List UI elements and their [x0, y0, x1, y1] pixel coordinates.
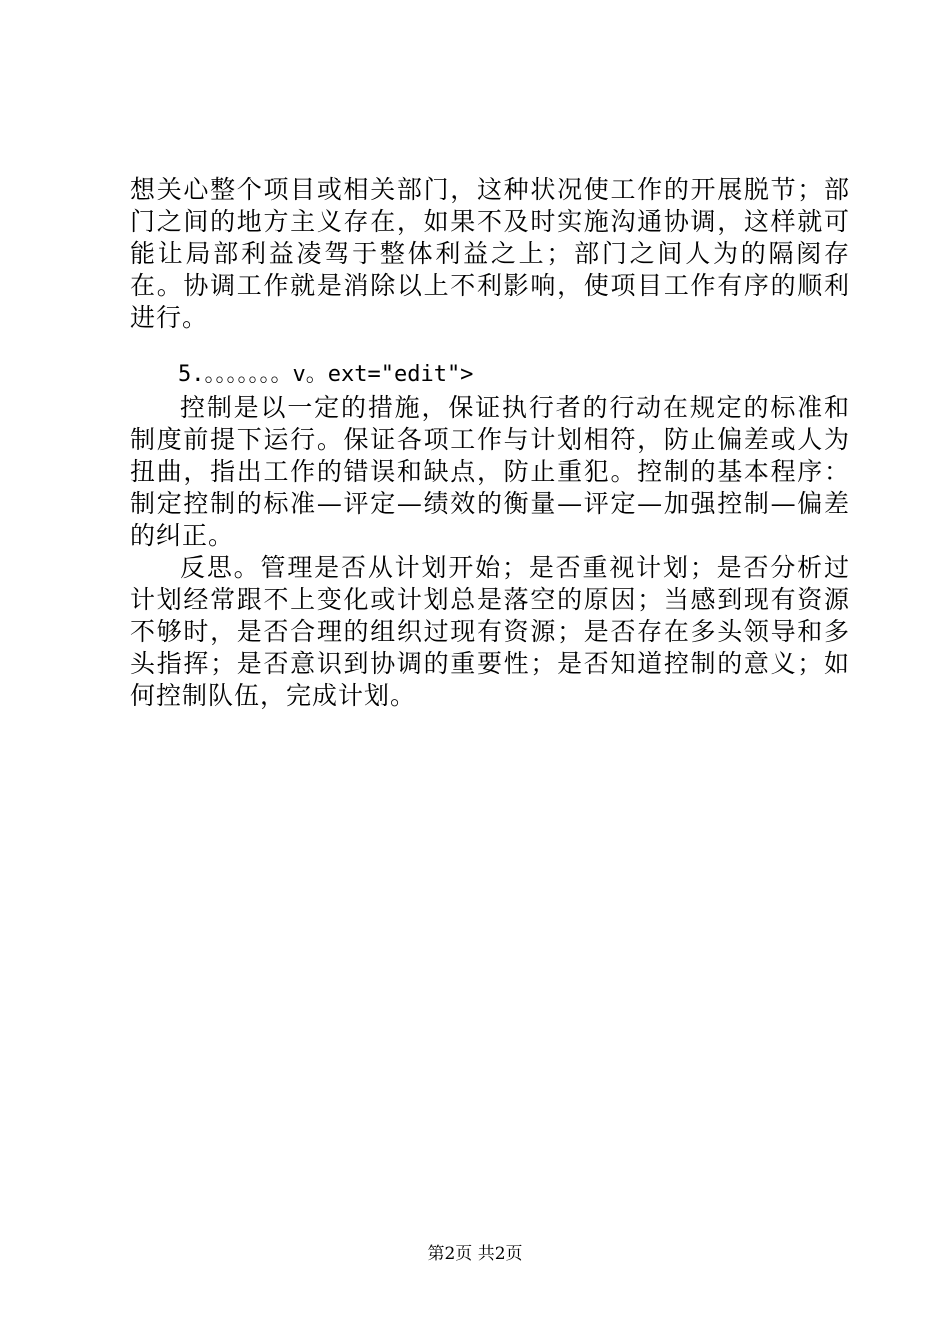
paragraph-reflection: 反思。管理是否从计划开始；是否重视计划；是否分析过计划经常跟不上变化或计划总是落空的原因；当感到现有资源不够时，是否合理的组织过现有资源；是否存在多头领导和多头指挥；是否意识到协调的重要性；是否知道控制的意义；如何控制队伍，完成计划。	[130, 553, 850, 710]
page-number-footer: 第2页 共2页	[427, 1244, 523, 1264]
document-body	[130, 174, 850, 712]
paragraph-control: 控制是以一定的措施，保证执行者的行动在规定的标准和制度前提下运行。保证各项工作与计划相符，防止偏差或人为扭曲，指出工作的错误和缺点，防止重犯。控制的基本程序：制定控制的标准—评定—绩效的衡量—评定—加强控制—偏差的纠正。	[130, 393, 850, 550]
paragraph-coordination: 想关心整个项目或相关部门，这种状况使工作的开展脱节；部门之间的地方主义存在，如果不及时实施沟通协调，这样就可能让局部利益凌驾于整体利益之上；部门之间人为的隔阂存在。协调工作就是消除以上不利影响，使项目工作有序的顺利进行。	[130, 175, 850, 332]
section-heading-5: 5.。。。。。。。v。ext="edit">	[178, 362, 474, 387]
